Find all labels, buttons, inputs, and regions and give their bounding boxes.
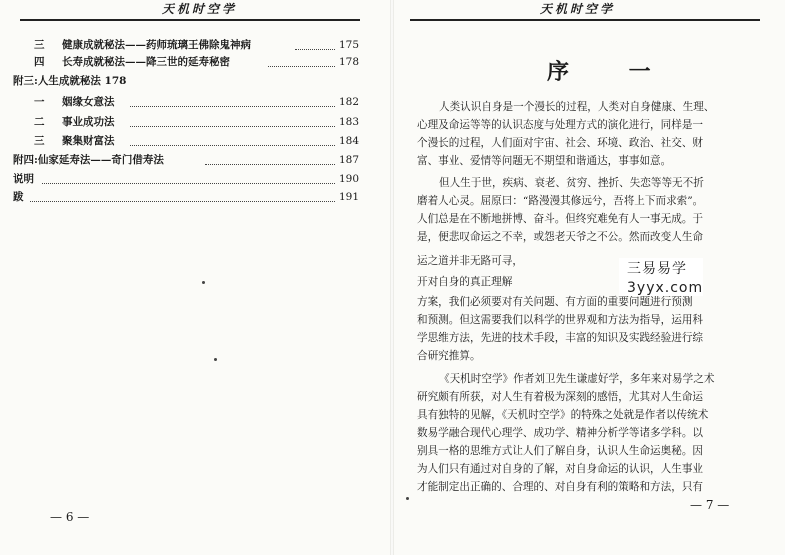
toc-row [0, 72, 392, 90]
watermark-text: 三易易学 [627, 261, 687, 277]
toc-entry-title: 聚集财富法 [62, 135, 115, 147]
toc-leader-dots [295, 38, 335, 50]
left-page-number: — 6 — [50, 510, 90, 524]
toc-page-number: 183 [339, 116, 360, 128]
preface-line: 人们总是在不断地拼博、奋斗。但终究难免有人一事无成。于 [417, 213, 704, 225]
preface-line: 人类认识自身是一个漫长的过程，人类对自身健康、生理、 [439, 101, 715, 113]
toc-number: 一 [34, 96, 45, 108]
preface-line: 数易学融合现代心理学、成功学、精神分析学等诸多学科。以 [417, 427, 704, 439]
toc-row [0, 36, 392, 54]
left-header-rule [20, 19, 360, 21]
toc-entry-title: 姻缘女意法 [62, 96, 115, 108]
preface-line: 运之道并非无路可寻， [417, 255, 523, 267]
preface-line: 富、事业、爱情等问题无不期望和谐通达，事事如意。 [417, 155, 672, 167]
preface-line: 但人生于世，疾病、衰老、贫穷、挫折、失恋等等无不折 [439, 177, 704, 189]
preface-line: 个漫长的过程，人们面对宇宙、社会、环境、政治、社交、财 [417, 137, 704, 149]
toc-entry-title: 附四:仙家延寿法——奇门借寿法 [13, 154, 164, 166]
preface-line: 研究颇有所获，对人生有着极为深刻的感悟，尤其对人生命运 [417, 391, 704, 403]
preface-line: 磨着人心灵。屈原曰：“路漫漫其修远兮，吾将上下而求索”。 [417, 195, 704, 207]
preface-line: 学思维方法，先进的技术手段，丰富的知识及实践经验进行综 [417, 332, 704, 344]
toc-entry-title: 健康成就秘法——药师琉璃王佛除鬼神病 [62, 39, 251, 51]
toc-number: 三 [34, 39, 45, 51]
preface-line: 开对自身的真正理解 [417, 276, 513, 288]
toc-entry-title: 附三:人生成就秘法 178 [13, 75, 127, 87]
toc-number: 三 [34, 135, 45, 147]
toc-number: 二 [34, 116, 45, 128]
toc-row [0, 188, 392, 206]
preface-line: 具有独特的见解，《天机时空学》的特殊之处就是作者以传统术 [417, 409, 709, 421]
toc-row [0, 53, 392, 71]
toc-page-number: 182 [339, 96, 360, 108]
toc-leader-dots [42, 172, 335, 184]
preface-line: 为人们只有通过对自身的了解，对自身命运的认识，人生事业 [417, 463, 704, 475]
preface-line: 心理及命运等等的认识态度与处理方式的演化进行，同样是一 [417, 119, 704, 131]
right-header-rule [410, 19, 760, 21]
toc-leader-dots [30, 190, 335, 202]
preface-line: 别具一格的思维方式让人们了解自身，认识人生命运奥秘。因 [417, 445, 704, 457]
toc-row [0, 93, 392, 111]
preface-line: 和预测。但这需要我们以科学的世界观和方法为指导，运用科 [417, 314, 704, 326]
toc-row [0, 113, 392, 131]
preface-line: 《天机时空学》作者刘卫先生谦虚好学，多年来对易学之术 [439, 373, 715, 385]
print-speck [202, 281, 205, 284]
watermark-url: 3yyx.com [627, 280, 704, 296]
print-speck [214, 358, 217, 361]
toc-leader-dots [268, 55, 335, 67]
toc-leader-dots [130, 134, 335, 146]
toc-page-number: 191 [339, 191, 360, 203]
print-speck [406, 497, 409, 500]
toc-leader-dots [130, 95, 335, 107]
preface-line: 合研究推算。 [417, 350, 481, 362]
right-running-head: 天机时空学 [540, 2, 616, 16]
toc-row [0, 132, 392, 150]
toc-entry-title: 长寿成就秘法——降三世的延寿秘密 [62, 56, 230, 68]
toc-entry-title: 说明 [13, 173, 34, 185]
toc-page-number: 178 [339, 56, 360, 68]
toc-entry-title: 事业成功法 [62, 116, 115, 128]
toc-leader-dots [205, 153, 335, 165]
preface-line: 才能制定出正确的、合理的、对自身有利的策略和方法，只有 [417, 481, 704, 493]
toc-page-number: 190 [339, 173, 360, 185]
toc-page-number: 184 [339, 135, 360, 147]
toc-page-number: 175 [339, 39, 360, 51]
toc-page-number: 187 [339, 154, 360, 166]
preface-title: 序 一 [547, 59, 677, 85]
toc-number: 四 [34, 56, 45, 68]
preface-line: 是，便悲叹命运之不幸，或怨老天爷之不公。然而改变人生命 [417, 231, 704, 243]
toc-leader-dots [130, 115, 335, 127]
toc-row [0, 151, 392, 169]
toc-entry-title: 跋 [13, 191, 24, 203]
preface-line: 方案，我们必须要对有关问题、有方面的重要问题进行预测 [417, 296, 693, 308]
toc-row [0, 170, 392, 188]
right-page-number: — 7 — [690, 498, 730, 512]
left-running-head: 天机时空学 [162, 2, 238, 16]
